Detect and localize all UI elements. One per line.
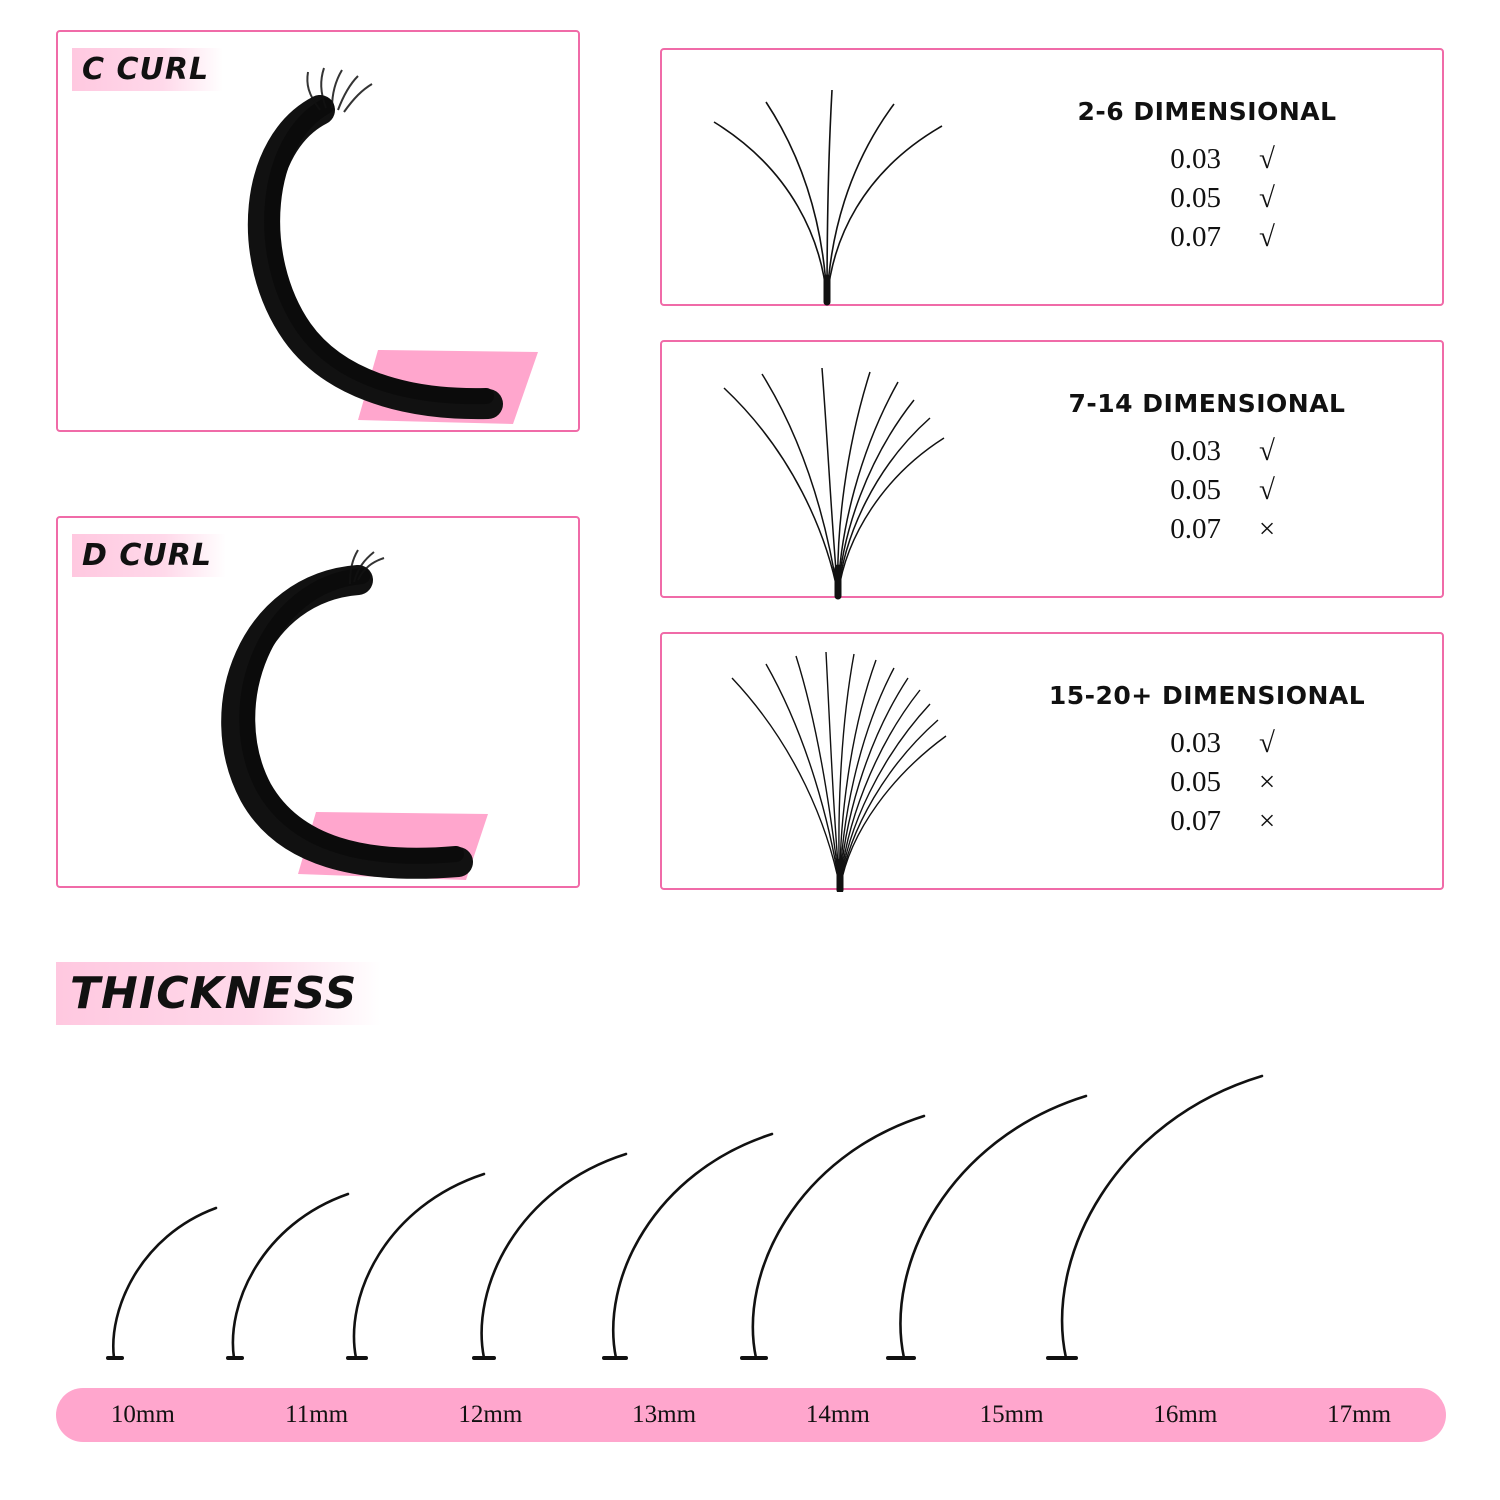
- length-label: 12mm: [458, 1401, 523, 1428]
- d-curl-panel: [56, 516, 580, 888]
- availability-mark: √: [1259, 726, 1275, 759]
- dimensional-panel-7-14: [660, 340, 1444, 598]
- c-curl-tag-wrap: [72, 48, 223, 91]
- length-label: 15mm: [979, 1401, 1044, 1428]
- c-curl-panel: [56, 30, 580, 432]
- availability-mark: √: [1259, 434, 1275, 467]
- thickness-availability-list: [1135, 140, 1279, 257]
- length-label: 17mm: [1327, 1401, 1392, 1428]
- availability-row: [1135, 218, 1279, 257]
- availability-row: [1135, 724, 1279, 763]
- availability-mark: √: [1259, 473, 1275, 506]
- fan-illustration-2-6: [662, 50, 992, 304]
- length-label: 14mm: [805, 1401, 870, 1428]
- dimensional-text-2-6: [992, 97, 1442, 257]
- length-label: 10mm: [110, 1401, 175, 1428]
- availability-mark: ×: [1258, 513, 1276, 546]
- availability-row: [1135, 432, 1279, 471]
- d-curl-label: D CURL: [72, 534, 226, 577]
- thickness-availability-list: [1135, 724, 1279, 841]
- availability-mark: ×: [1258, 765, 1276, 798]
- thickness-value: 0.07: [1170, 513, 1221, 546]
- thickness-value: 0.03: [1170, 142, 1221, 175]
- thickness-value: 0.03: [1170, 434, 1221, 467]
- availability-row: [1135, 179, 1279, 218]
- dimensional-panel-15-20: [660, 632, 1444, 890]
- thickness-value: 0.05: [1170, 181, 1221, 214]
- dimensional-text-7-14: [992, 389, 1442, 549]
- thickness-value: 0.05: [1170, 473, 1221, 506]
- dimensional-title: 15-20+ DIMENSIONAL: [1048, 680, 1366, 710]
- availability-mark: ×: [1258, 805, 1276, 838]
- thickness-value: 0.05: [1170, 765, 1221, 798]
- d-curl-tag-wrap: [72, 534, 226, 577]
- availability-mark: √: [1259, 142, 1275, 175]
- fan-illustration-15-20: [662, 634, 992, 888]
- fan-illustration-7-14: [662, 342, 992, 596]
- dimensional-text-15-20: [992, 681, 1442, 841]
- dimensional-panel-2-6: [660, 48, 1444, 306]
- availability-row: [1135, 763, 1279, 802]
- length-label: 13mm: [632, 1401, 697, 1428]
- lash-length-illustration: [56, 1010, 1446, 1370]
- c-curl-illustration: [58, 32, 578, 430]
- length-label: 11mm: [285, 1401, 349, 1428]
- length-label: 16mm: [1153, 1401, 1218, 1428]
- thickness-value: 0.07: [1170, 221, 1221, 254]
- availability-mark: √: [1259, 221, 1275, 254]
- dimensional-title: 7-14 DIMENSIONAL: [1068, 388, 1346, 418]
- thickness-value: 0.07: [1170, 805, 1221, 838]
- availability-row: [1135, 140, 1279, 179]
- c-curl-label: C CURL: [72, 48, 223, 91]
- length-scale-bar: [56, 1388, 1446, 1442]
- availability-mark: √: [1259, 181, 1275, 214]
- availability-row: [1135, 471, 1279, 510]
- thickness-availability-list: [1135, 432, 1279, 549]
- dimensional-title: 2-6 DIMENSIONAL: [1077, 96, 1337, 126]
- thickness-value: 0.03: [1170, 726, 1221, 759]
- availability-row: [1135, 510, 1279, 549]
- thickness-title: THICKNESS: [56, 962, 381, 1025]
- availability-row: [1135, 802, 1279, 841]
